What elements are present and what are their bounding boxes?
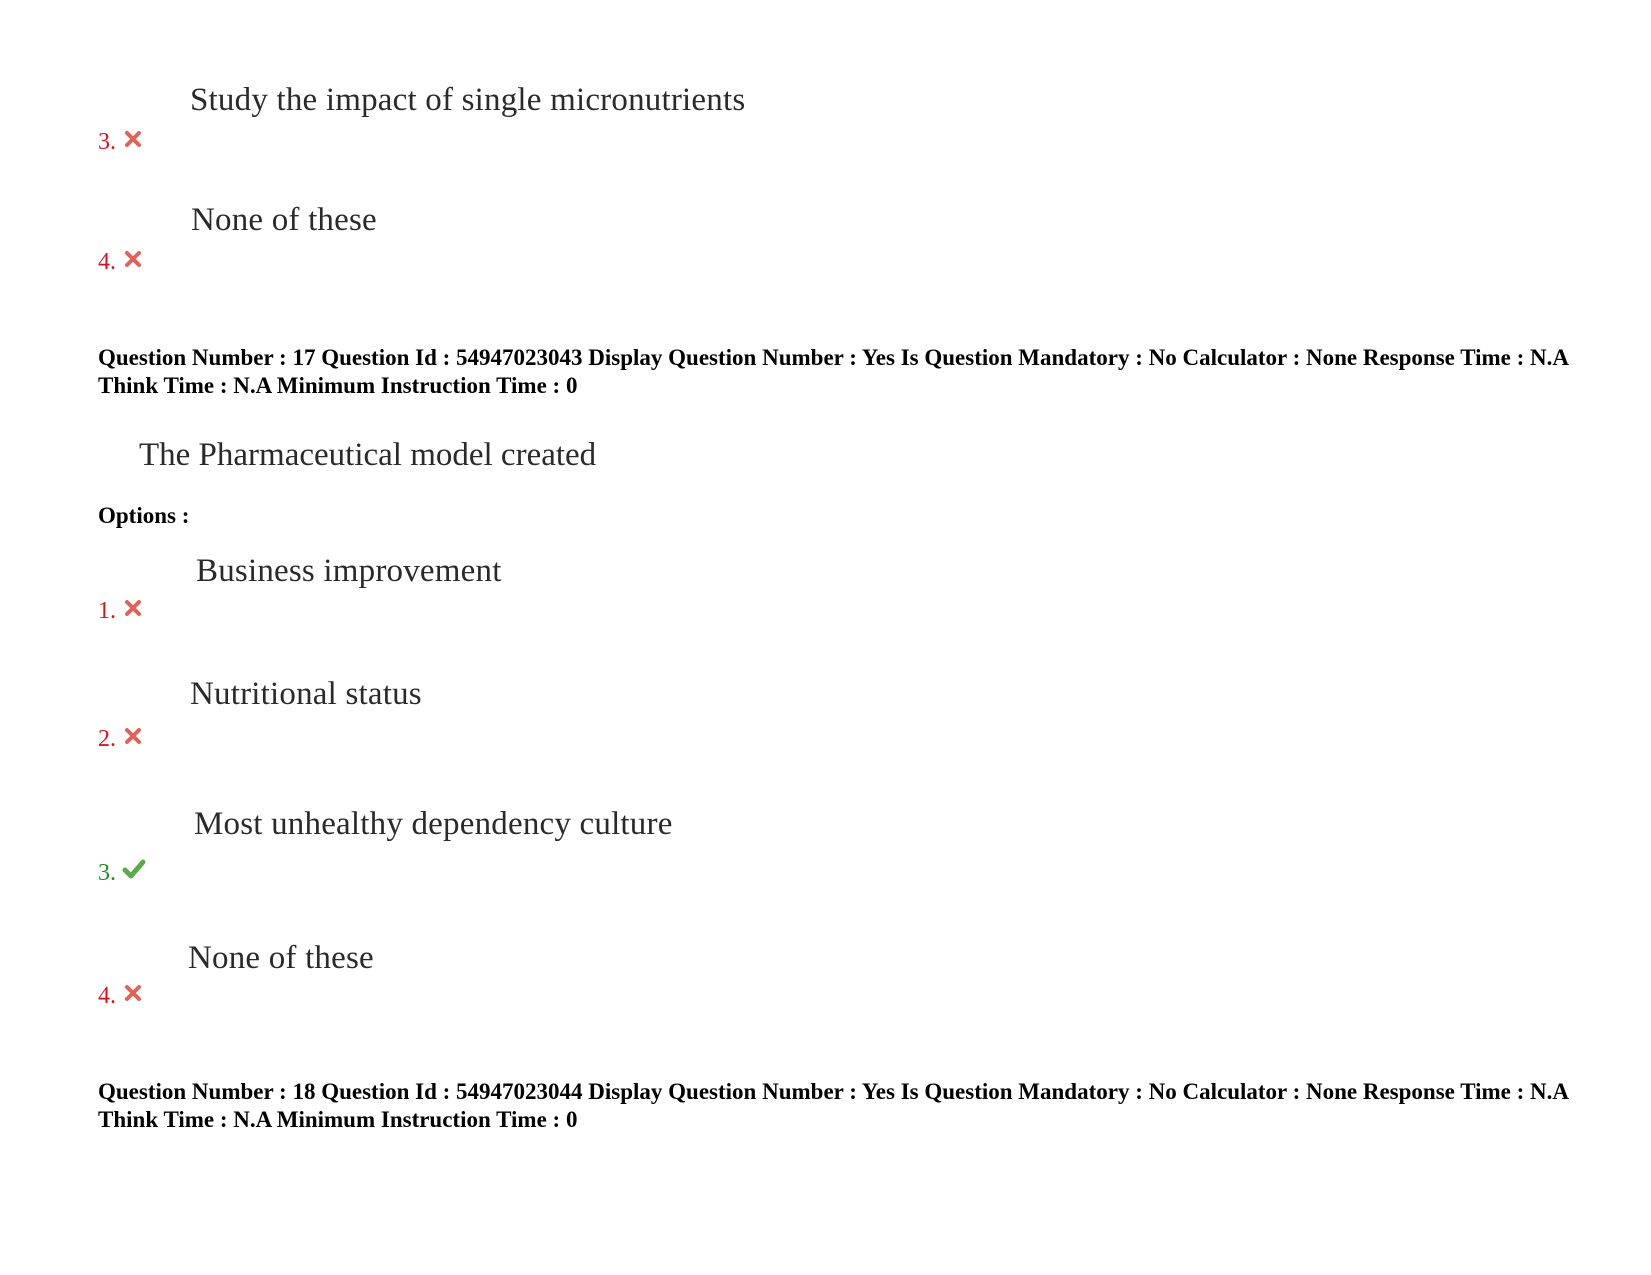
cross-icon bbox=[124, 727, 142, 745]
option-text: Most unhealthy dependency culture bbox=[194, 806, 673, 842]
question-text: The Pharmaceutical model created bbox=[139, 437, 597, 473]
option-text: Nutritional status bbox=[190, 676, 422, 712]
question-meta: Question Number : 18 Question Id : 54947023044 Display Question Number : Yes Is Question Mandatory : No Calculator : None Response Time : N.A Think Time : N.A Minimum Instruction Time : 0 bbox=[98, 1079, 1568, 1132]
check-icon bbox=[122, 858, 146, 880]
option-text: None of these bbox=[188, 940, 374, 976]
option-number: 4. bbox=[98, 983, 116, 1009]
option-number: 3. bbox=[98, 129, 116, 155]
cross-icon bbox=[124, 599, 142, 617]
cross-icon bbox=[124, 250, 142, 268]
option-number: 3. bbox=[98, 860, 116, 886]
cross-icon bbox=[124, 130, 142, 148]
options-label: Options : bbox=[98, 503, 190, 528]
option-text: Study the impact of single micronutrients bbox=[190, 82, 746, 118]
option-number: 1. bbox=[98, 598, 116, 624]
option-text: Business improvement bbox=[196, 553, 502, 589]
option-number: 2. bbox=[98, 726, 116, 752]
option-text: None of these bbox=[191, 202, 377, 238]
cross-icon bbox=[124, 984, 142, 1002]
question-meta: Question Number : 17 Question Id : 54947023043 Display Question Number : Yes Is Question Mandatory : No Calculator : None Response Time : N.A Think Time : N.A Minimum Instruction Time : 0 bbox=[98, 345, 1568, 398]
option-number: 4. bbox=[98, 249, 116, 275]
